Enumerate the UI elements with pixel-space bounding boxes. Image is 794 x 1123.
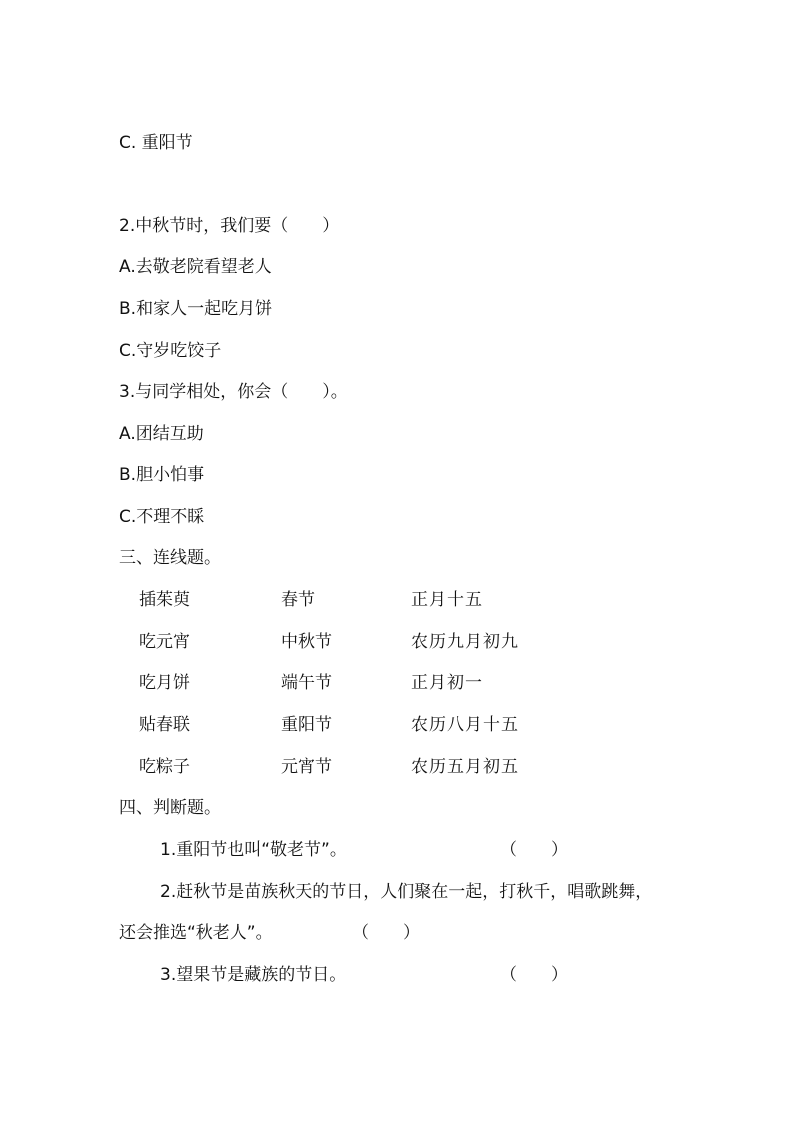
match-row-1-date: 正月十五	[411, 590, 483, 610]
q2-option-c: C.守岁吃饺子	[119, 341, 222, 361]
match-row-1-festival: 春节	[281, 590, 315, 610]
tf-item-3-answer-blank[interactable]: （ ）	[500, 965, 568, 985]
match-row-2-date: 农历九月初九	[411, 632, 519, 652]
q2-option-b: B.和家人一起吃月饼	[119, 299, 273, 319]
match-row-4-date: 农历八月十五	[411, 715, 519, 735]
match-row-4-custom: 贴春联	[139, 715, 190, 735]
true-false-heading: 四、判断题。	[119, 798, 221, 818]
q3-option-b: B.胆小怕事	[119, 465, 205, 485]
match-row-3-custom: 吃月饼	[139, 673, 190, 693]
match-row-2-custom: 吃元宵	[139, 632, 190, 652]
tf-item-2-answer-blank[interactable]: （ ）	[352, 923, 420, 943]
matching-heading: 三、连线题。	[119, 548, 221, 568]
match-row-2-festival: 中秋节	[281, 632, 332, 652]
q1-option-c: C. 重阳节	[119, 133, 193, 153]
match-row-5-date: 农历五月初五	[411, 757, 519, 777]
match-row-5-festival: 元宵节	[281, 757, 332, 777]
match-row-3-date: 正月初一	[411, 673, 483, 693]
q2-option-a: A.去敬老院看望老人	[119, 257, 272, 277]
tf-item-3: 3.望果节是藏族的节日。	[160, 965, 347, 985]
match-row-5-custom: 吃粽子	[139, 757, 190, 777]
question-2: 2.中秋节时，我们要（ ）	[119, 216, 340, 236]
q3-option-c: C.不理不睬	[119, 507, 205, 527]
question-3: 3.与同学相处，你会（ ）。	[119, 382, 348, 402]
tf-item-2-line-1: 2.赶秋节是苗族秋天的节日，人们聚在一起，打秋千，唱歌跳舞，	[160, 882, 653, 902]
match-row-4-festival: 重阳节	[281, 715, 332, 735]
tf-item-2-line-2: 还会推选“秋老人”。	[119, 923, 273, 943]
tf-item-1: 1.重阳节也叫“敬老节”。	[160, 840, 347, 860]
tf-item-1-answer-blank[interactable]: （ ）	[500, 840, 568, 860]
match-row-3-festival: 端午节	[281, 673, 332, 693]
q3-option-a: A.团结互助	[119, 424, 204, 444]
match-row-1-custom: 插茱萸	[139, 590, 190, 610]
